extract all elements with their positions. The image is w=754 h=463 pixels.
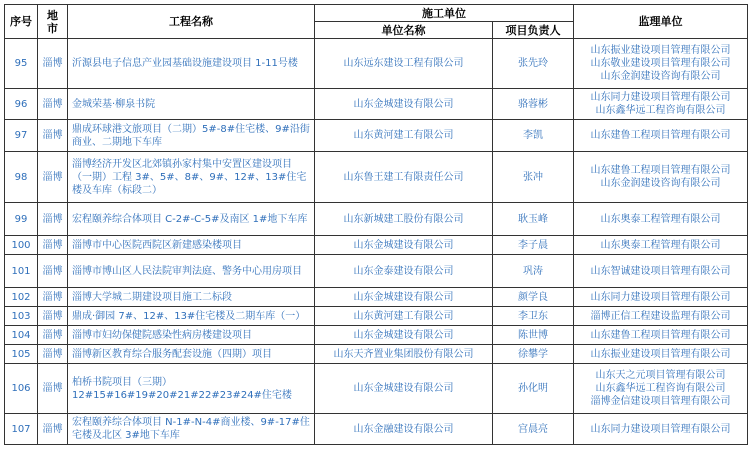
row-city-cell: 淄博	[38, 326, 68, 345]
row-project-name-cell: 沂源县电子信息产业园基础设施建设项目 1-11号楼	[68, 39, 315, 89]
table-row	[5, 345, 748, 364]
row-city-cell: 淄博	[38, 307, 68, 326]
supervision-unit-name: 山东奥泰工程管理有限公司	[600, 213, 721, 225]
row-project-name-cell: 淄博市博山区人民法院审判法庭、警务中心用房项目	[68, 255, 315, 288]
header-project-name: 工程名称	[68, 5, 315, 39]
row-city-cell: 淄博	[38, 364, 68, 414]
row-project-name-cell: 淄博新区教育综合服务配套设施（四期）项目	[68, 345, 315, 364]
table-row	[5, 89, 748, 120]
project-table	[4, 4, 748, 445]
row-leader-cell: 李子晨	[493, 236, 574, 255]
row-unit-name-cell: 山东远东建设工程有限公司	[315, 39, 493, 89]
row-project-name-cell: 淄博经济开发区北郊镇孙家村集中安置区建设项目（一期）工程 3#、5#、8#、9#、12#、13#住宅楼及车库（标段二）	[68, 152, 315, 203]
row-no-cell: 101	[5, 255, 38, 288]
row-no-cell: 105	[5, 345, 38, 364]
row-no-cell: 98	[5, 152, 38, 203]
row-leader-cell: 骆蓉彬	[493, 89, 574, 120]
supervision-unit-name: 山东同力建设项目管理有限公司	[590, 92, 731, 103]
table-row	[5, 152, 748, 203]
table-row	[5, 255, 748, 288]
table-row	[5, 326, 748, 345]
table-row	[5, 203, 748, 236]
row-no-cell: 103	[5, 307, 38, 326]
supervision-unit-name: 山东金润建设咨询有限公司	[600, 178, 721, 189]
row-city-cell: 淄博	[38, 414, 68, 445]
row-project-name-cell: 宏程颐养综合体项目 N-1#-N-4#商业楼、9#-17#住宅楼及北区 3#地下车库	[68, 414, 315, 445]
row-unit-name-cell: 山东鲁王建工有限责任公司	[315, 152, 493, 203]
supervision-unit-name: 山东建鲁工程项目管理有限公司	[590, 130, 731, 141]
table-row	[5, 39, 748, 89]
row-city-cell: 淄博	[38, 345, 68, 364]
supervision-unit-name: 山东金润建设咨询有限公司	[600, 71, 721, 82]
row-city-cell: 淄博	[38, 255, 68, 288]
row-unit-name-cell: 山东金城建设有限公司	[315, 364, 493, 414]
supervision-unit-name: 淄博正信工程建设监理有限公司	[590, 310, 731, 322]
row-leader-cell: 耿玉峰	[493, 203, 574, 236]
table-row	[5, 364, 748, 414]
row-city-cell: 淄博	[38, 39, 68, 89]
row-project-name-cell: 宏程颐养综合体项目 C-2#-C-5#及南区 1#地下车库	[68, 203, 315, 236]
row-no-cell: 99	[5, 203, 38, 236]
row-project-name-cell: 淄博市中心医院西院区新建感染楼项目	[68, 236, 315, 255]
header-city: 地市	[38, 5, 68, 39]
row-unit-name-cell: 山东黄河建工有限公司	[315, 120, 493, 152]
table-row	[5, 236, 748, 255]
table-row	[5, 120, 748, 152]
header-unit-name: 单位名称	[315, 22, 493, 39]
supervision-unit-name: 山东智诚建设项目管理有限公司	[590, 265, 731, 277]
table-row	[5, 288, 748, 307]
row-supervision-cell	[574, 414, 748, 445]
row-no-cell: 102	[5, 288, 38, 307]
supervision-unit-name: 山东同力建设项目管理有限公司	[590, 423, 731, 435]
supervision-unit-name: 山东天之元项目管理有限公司	[595, 370, 726, 381]
row-leader-cell: 陈世博	[493, 326, 574, 345]
supervision-unit-name: 山东奥泰工程管理有限公司	[600, 239, 721, 251]
row-supervision-cell	[574, 307, 748, 326]
row-no-cell: 95	[5, 39, 38, 89]
supervision-unit-name: 山东同力建设项目管理有限公司	[590, 291, 731, 303]
header-project-leader: 项目负责人	[493, 22, 574, 39]
row-supervision-cell	[574, 288, 748, 307]
row-leader-cell: 徐攀学	[493, 345, 574, 364]
row-city-cell: 淄博	[38, 152, 68, 203]
row-leader-cell: 颜学良	[493, 288, 574, 307]
row-leader-cell: 李凯	[493, 120, 574, 152]
row-leader-cell: 张先玲	[493, 39, 574, 89]
row-no-cell: 104	[5, 326, 38, 345]
row-unit-name-cell: 山东金泰建设有限公司	[315, 255, 493, 288]
row-no-cell: 97	[5, 120, 38, 152]
row-supervision-cell	[574, 326, 748, 345]
supervision-unit-name: 淄博金信建设项目管理有限公司	[590, 396, 731, 407]
row-leader-cell: 张冲	[493, 152, 574, 203]
row-project-name-cell: 淄博市妇幼保健院感染性病房楼建设项目	[68, 326, 315, 345]
row-city-cell: 淄博	[38, 120, 68, 152]
row-project-name-cell: 鼎成·御园 7#、12#、13#住宅楼及二期车库（一）	[68, 307, 315, 326]
supervision-unit-name: 山东振业建设项目管理有限公司	[590, 45, 731, 56]
row-no-cell: 106	[5, 364, 38, 414]
header-supervision-unit: 监理单位	[574, 5, 748, 39]
row-supervision-cell	[574, 236, 748, 255]
row-leader-cell: 巩涛	[493, 255, 574, 288]
supervision-unit-name: 山东建鲁工程项目管理有限公司	[590, 165, 731, 176]
row-supervision-cell	[574, 152, 748, 203]
row-no-cell: 96	[5, 89, 38, 120]
row-unit-name-cell: 山东金融建设有限公司	[315, 414, 493, 445]
table-row	[5, 307, 748, 326]
row-no-cell: 100	[5, 236, 38, 255]
row-project-name-cell: 鼎成环球港文旅项目（二期）5#-8#住宅楼、9#沿街商业、二期地下车库	[68, 120, 315, 152]
row-leader-cell: 李卫东	[493, 307, 574, 326]
row-supervision-cell	[574, 39, 748, 89]
row-project-name-cell: 淄博大学城二期建设项目施工二标段	[68, 288, 315, 307]
row-supervision-cell	[574, 89, 748, 120]
row-leader-cell: 孙化明	[493, 364, 574, 414]
row-city-cell: 淄博	[38, 236, 68, 255]
row-city-cell: 淄博	[38, 288, 68, 307]
row-unit-name-cell: 山东黄河建工有限公司	[315, 307, 493, 326]
row-unit-name-cell: 山东天齐置业集团股份有限公司	[315, 345, 493, 364]
row-leader-cell: 宫晨亮	[493, 414, 574, 445]
supervision-unit-name: 山东振业建设项目管理有限公司	[590, 348, 731, 360]
row-unit-name-cell: 山东金城建设有限公司	[315, 326, 493, 345]
row-no-cell: 107	[5, 414, 38, 445]
row-supervision-cell	[574, 120, 748, 152]
row-unit-name-cell: 山东金城建设有限公司	[315, 89, 493, 120]
supervision-unit-name: 山东敬业建设项目管理有限公司	[590, 58, 731, 69]
row-supervision-cell	[574, 255, 748, 288]
row-city-cell: 淄博	[38, 203, 68, 236]
row-supervision-cell	[574, 345, 748, 364]
supervision-unit-name: 山东鑫华远工程咨询有限公司	[595, 105, 726, 116]
row-supervision-cell	[574, 203, 748, 236]
header-construction-unit: 施工单位	[315, 5, 574, 22]
row-project-name-cell: 金城荣基·柳泉书院	[68, 89, 315, 120]
supervision-unit-name: 山东鑫华远工程咨询有限公司	[595, 383, 726, 394]
supervision-unit-name: 山东建鲁工程项目管理有限公司	[590, 329, 731, 341]
row-unit-name-cell: 山东金城建设有限公司	[315, 288, 493, 307]
row-project-name-cell: 柏桥书院项目（三期）12#15#16#19#20#21#22#23#24#住宅楼	[68, 364, 315, 414]
row-supervision-cell	[574, 364, 748, 414]
row-city-cell: 淄博	[38, 89, 68, 120]
header-no: 序号	[5, 5, 38, 39]
table-row	[5, 414, 748, 445]
row-unit-name-cell: 山东金城建设有限公司	[315, 236, 493, 255]
row-unit-name-cell: 山东新城建工股份有限公司	[315, 203, 493, 236]
